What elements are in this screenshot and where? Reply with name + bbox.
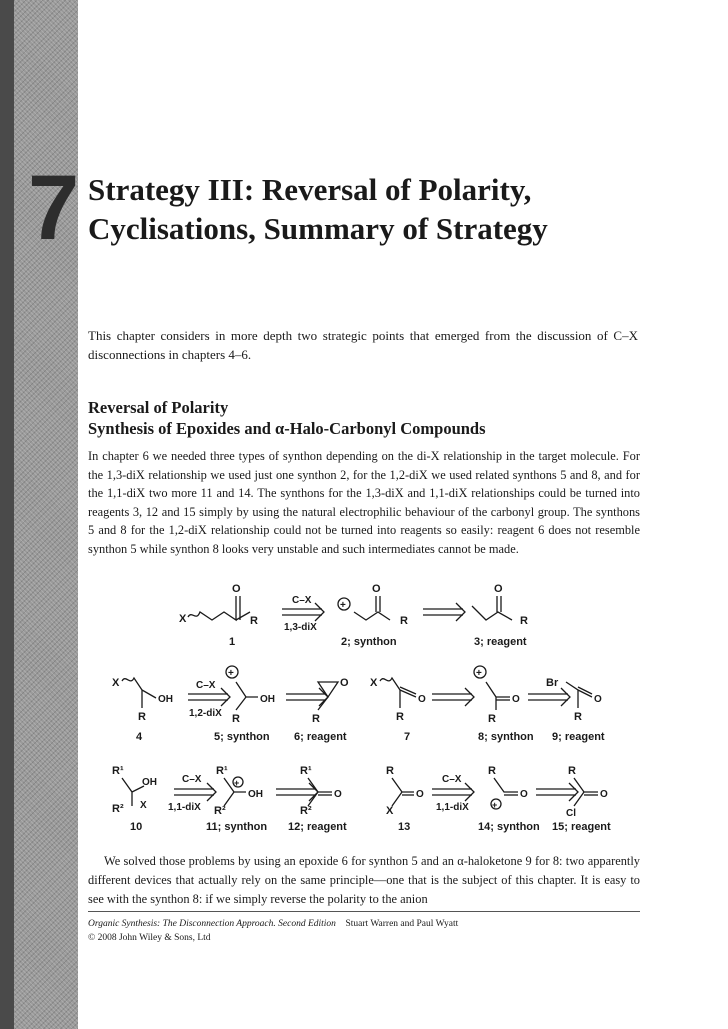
svg-text:R¹: R¹	[300, 765, 312, 777]
compound-2	[338, 583, 408, 627]
label-14: 14; synthon	[478, 821, 540, 833]
svg-text:+: +	[340, 600, 346, 611]
svg-text:OH: OH	[142, 777, 157, 788]
compound-14	[488, 765, 528, 810]
arrow-bottom-row3c: 1,1-diX	[436, 802, 469, 813]
compound-8	[474, 666, 520, 725]
arrow-top-row3c: C–X	[442, 774, 462, 785]
svg-text:+: +	[228, 668, 234, 679]
svg-text:O: O	[232, 583, 241, 595]
compound-6	[312, 677, 349, 725]
compound-15	[566, 765, 608, 819]
arrow-bottom-row3: 1,1-diX	[168, 802, 201, 813]
svg-text:O: O	[512, 694, 520, 705]
svg-text:R: R	[312, 713, 320, 725]
compound-5	[226, 666, 275, 725]
svg-text:O: O	[494, 583, 503, 595]
footer-line-1	[88, 918, 458, 930]
body-paragraph-2: We solved those problems by using an epoxide 6 for synthon 5 and an α-haloketone 9 for 8: two apparently different devices that actually rely on the same principle—one that is the subject of this chapter. It is easy to see with the synthon 8: if we simply reverse the polarity to the anion	[88, 854, 640, 906]
svg-text:R: R	[488, 765, 496, 777]
compound-7	[370, 677, 426, 723]
arrow-top-row2: C–X	[196, 680, 216, 691]
compound-13	[386, 765, 424, 817]
label-5: 5; synthon	[214, 731, 270, 743]
retro-arrow-row3c	[432, 783, 474, 801]
label-8: 8; synthon	[478, 731, 534, 743]
footer-book-title: Organic Synthesis: The Disconnection Approach. Second Edition	[88, 919, 336, 929]
svg-text:R: R	[488, 713, 496, 725]
footer-rule	[88, 911, 640, 912]
svg-text:X: X	[370, 677, 378, 689]
svg-text:+: +	[492, 800, 498, 810]
retro-arrow-row2	[188, 680, 230, 719]
chapter-title-line1: Strategy III: Reversal of Polarity,	[88, 172, 532, 207]
label-13: 13	[398, 821, 411, 833]
label-4: 4	[136, 731, 143, 743]
arrow-bottom-row2: 1,2-diX	[189, 708, 222, 719]
compound-1	[179, 583, 258, 627]
svg-text:O: O	[334, 789, 342, 800]
svg-text:R²: R²	[112, 803, 124, 815]
retro-arrow-row1b	[423, 603, 465, 621]
svg-text:R: R	[250, 615, 258, 627]
svg-text:R: R	[574, 711, 582, 723]
label-2: 2; synthon	[341, 636, 397, 648]
arrow-top-row1: C–X	[292, 595, 312, 606]
retro-arrow-row1	[282, 595, 324, 633]
svg-text:X: X	[386, 805, 394, 817]
compound-10	[112, 765, 157, 815]
svg-text:+: +	[476, 668, 482, 679]
svg-text:R: R	[386, 765, 394, 777]
svg-text:R: R	[400, 615, 408, 627]
section-subheading: Synthesis of Epoxides and α-Halo-Carbonyl Compounds	[88, 419, 486, 438]
label-3: 3; reagent	[474, 636, 527, 648]
label-12: 12; reagent	[288, 821, 347, 833]
label-7: 7	[404, 731, 411, 743]
svg-text:OH: OH	[248, 789, 263, 800]
svg-text:O: O	[594, 694, 602, 705]
svg-text:R: R	[232, 713, 240, 725]
svg-text:Br: Br	[546, 677, 559, 689]
body-paragraph-1: In chapter 6 we needed three types of synthon depending on the di-X relationship in the target molecule. For the 1,3-diX relationship we used just one synthon 2, for the 1,2-diX we used related synthons 5 and 8, and for the 1,1-diX two more 11 and 14. The synthons for the 1,3-diX and 1,1-diX relationships could be turned into reagents 3, 12 and 15 simply by using the natural electrophilic behaviour of the carbonyl group. The synthons 5 and 8 for the 1,2-diX relationship could not be turned into reagents so easily: reagent 6 does not resemble synthon 5 while synthon 8 looks very unstable and such intermediates cannot be made.	[88, 449, 640, 556]
footer-authors: Stuart Warren and Paul Wyatt	[345, 919, 459, 929]
retro-arrow-row3d	[536, 783, 578, 801]
svg-text:O: O	[340, 677, 349, 689]
svg-text:R¹: R¹	[216, 765, 228, 777]
label-11: 11; synthon	[206, 821, 268, 833]
retro-arrow-row2d	[528, 688, 570, 706]
section-heading: Reversal of Polarity	[88, 398, 229, 417]
label-1: 1	[229, 636, 236, 648]
label-10: 10	[130, 821, 143, 833]
label-15: 15; reagent	[552, 821, 611, 833]
label-6: 6; reagent	[294, 731, 347, 743]
svg-text:X: X	[112, 677, 120, 689]
svg-text:O: O	[600, 789, 608, 800]
retro-arrow-row3a	[168, 774, 216, 813]
svg-text:R: R	[138, 711, 146, 723]
footer-copyright: © 2008 John Wiley & Sons, Ltd	[88, 933, 211, 943]
svg-text:Cl: Cl	[566, 808, 576, 819]
svg-text:+: +	[234, 778, 240, 788]
svg-text:R²: R²	[214, 805, 226, 817]
label-9: 9; reagent	[552, 731, 605, 743]
retro-arrow-row2c	[432, 688, 474, 706]
svg-text:O: O	[372, 583, 381, 595]
chapter-title-line2: Cyclisations, Summary of Strategy	[88, 211, 548, 246]
svg-text:O: O	[520, 789, 528, 800]
retro-arrow-row3b	[276, 783, 318, 801]
arrow-top-row3: C–X	[182, 774, 202, 785]
svg-text:R: R	[396, 711, 404, 723]
retro-arrow-row2b	[286, 688, 328, 706]
svg-text:X: X	[140, 800, 147, 811]
svg-text:R: R	[568, 765, 576, 777]
svg-text:OH: OH	[158, 694, 173, 705]
intro-paragraph: This chapter considers in more depth two strategic points that emerged from the discussion of C–X disconnections in chapters 4–6.	[88, 328, 638, 362]
chapter-number: 7	[28, 157, 80, 259]
svg-text:R²: R²	[300, 805, 312, 817]
svg-text:R¹: R¹	[112, 765, 124, 777]
svg-text:X: X	[179, 613, 187, 625]
compound-11	[214, 765, 263, 817]
arrow-bottom-row1: 1,3-diX	[284, 622, 317, 633]
compound-12	[300, 765, 342, 817]
compound-4	[112, 677, 173, 723]
svg-text:OH: OH	[260, 694, 275, 705]
svg-text:O: O	[418, 694, 426, 705]
svg-text:R: R	[520, 615, 528, 627]
compound-3	[472, 583, 528, 627]
svg-text:O: O	[416, 789, 424, 800]
